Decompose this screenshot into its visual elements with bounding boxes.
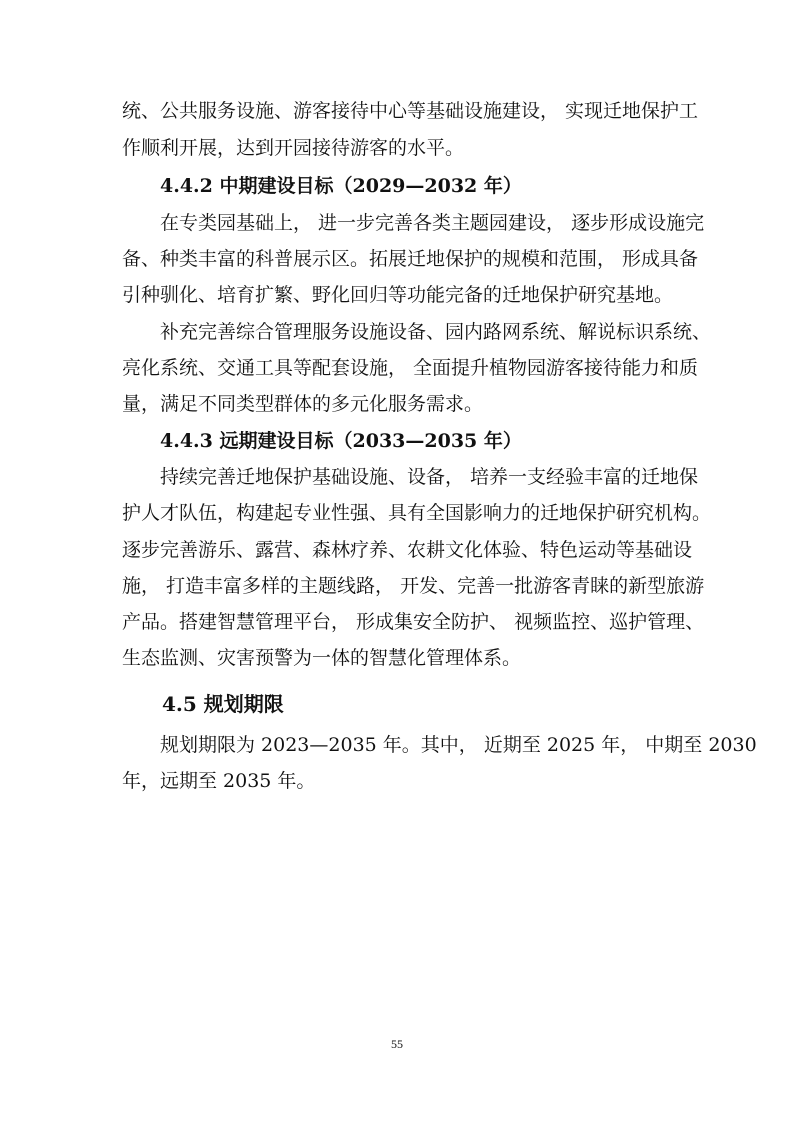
paragraph-line: 产品。搭建智慧管理平台， 形成集安全防护、 视频监控、巡护管理、 [122,611,705,633]
intro-line-1: 统、公共服务设施、游客接待中心等基础设施建设， 实现迁地保护工 [122,100,699,122]
paragraph-line: 年，远期至 2035 年。 [122,770,316,792]
paragraph-line: 备、种类丰富的科普展示区。拓展迁地保护的规模和范围， 形成具备 [122,248,699,270]
paragraph-line: 施， 打造丰富多样的主题线路， 开发、完善一批游客青睐的新型旅游 [122,575,705,597]
section-heading-4-5: 4.5 规划期限 [162,692,284,716]
paragraph-line: 引种驯化、培育扩繁、野化回归等功能完备的迁地保护研究基地。 [122,284,674,306]
section-heading-4-4-2: 4.4.2 中期建设目标（2029—2032 年） [160,175,522,197]
paragraph-line: 量，满足不同类型群体的多元化服务需求。 [122,393,484,415]
paragraph-line: 逐步完善游乐、露营、森林疗养、农耕文化体验、特色运动等基础设 [122,539,693,561]
paragraph-line: 规划期限为 2023—2035 年。其中， 近期至 2025 年， 中期至 2030 [160,734,757,756]
paragraph-line: 亮化系统、交通工具等配套设施， 全面提升植物园游客接待能力和质 [122,357,699,379]
intro-line-2: 作顺利开展，达到开园接待游客的水平。 [122,137,465,159]
paragraph-line: 护人才队伍，构建起专业性强、具有全国影响力的迁地保护研究机构。 [122,502,712,524]
paragraph-line: 补充完善综合管理服务设施设备、园内路网系统、解说标识系统、 [160,321,712,343]
paragraph-line: 在专类园基础上， 进一步完善各类主题园建设， 逐步形成设施完 [160,212,705,234]
page-number: 55 [391,1037,403,1051]
section-heading-4-4-3: 4.4.3 远期建设目标（2033—2035 年） [160,430,522,452]
paragraph-line: 持续完善迁地保护基础设施、设备， 培养一支经验丰富的迁地保 [160,466,699,488]
paragraph-line: 生态监测、灾害预警为一体的智慧化管理体系。 [122,647,522,669]
